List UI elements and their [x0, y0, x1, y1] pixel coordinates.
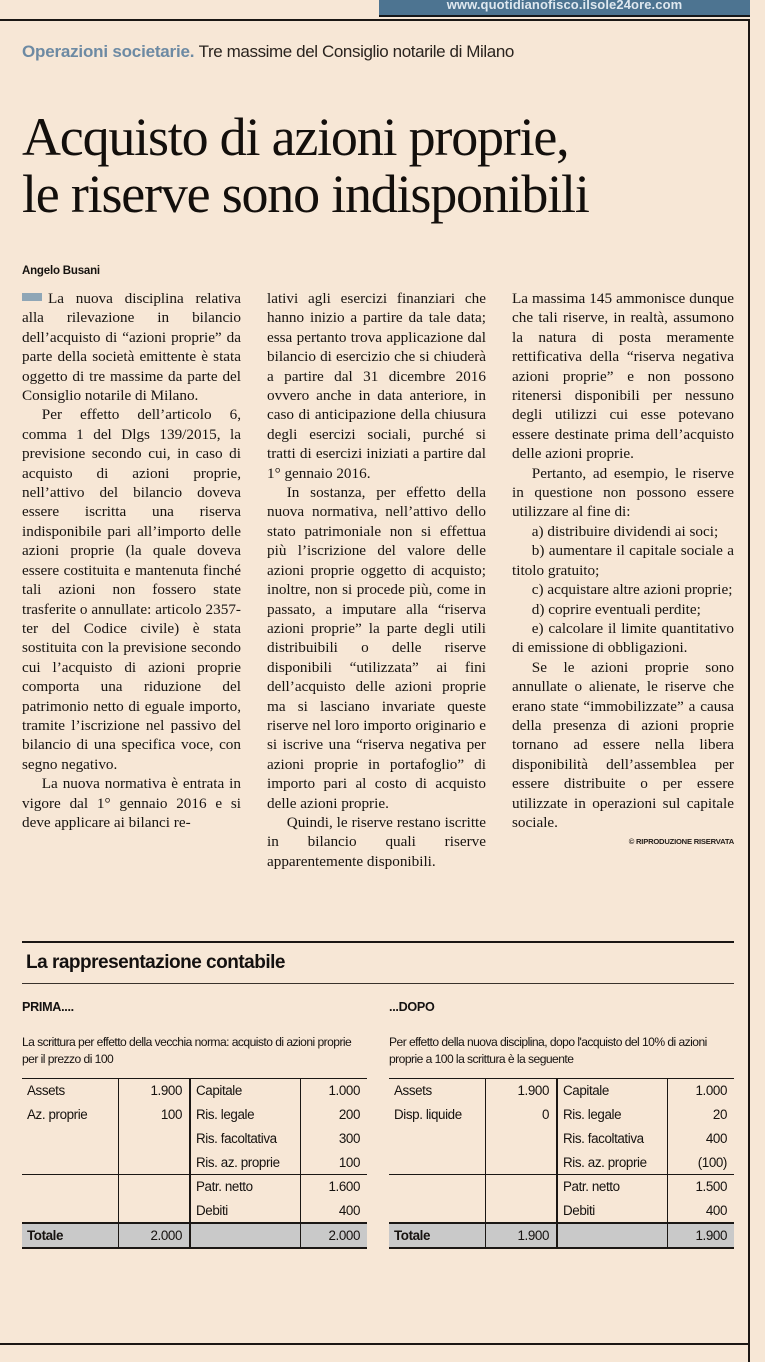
- cell-asset-value: 1.900: [485, 1079, 557, 1103]
- cell-asset-label: [22, 1175, 118, 1199]
- cell-liability-value: 100: [338, 1154, 360, 1170]
- cell-liability-label: Ris. az. proprie: [190, 1151, 300, 1175]
- cell-total-spacer: [190, 1223, 300, 1248]
- cell-liability-label: Patr. netto: [190, 1175, 300, 1199]
- table-row: [22, 1175, 367, 1199]
- table-row-total: [22, 1223, 367, 1248]
- cell-asset-label: [389, 1151, 485, 1175]
- pane-prima: [22, 1000, 367, 1249]
- cell-asset-value: [118, 1127, 190, 1151]
- cell-asset-value: [118, 1151, 190, 1175]
- cell-liability-value: (100): [697, 1154, 727, 1170]
- article-body: [22, 289, 734, 939]
- cell-asset-label: Az. proprie: [22, 1103, 118, 1127]
- page-right-margin: [752, 0, 765, 1362]
- paragraph: Se le azioni proprie sono annullate o alienate, le riserve che erano state “immobilizzate” a causa della presenza di azioni proprie tornano ad essere nella libera disponibilità dell’assemblea per essere distribuite o per essere utilizzate in operazioni sul capitale sociale.: [512, 658, 734, 831]
- cell-liability-label: Ris. facoltativa: [557, 1127, 667, 1151]
- page-title: [22, 109, 732, 223]
- headline-line-2: le riserve sono indisponibili: [22, 164, 589, 225]
- cell-liability-value: 200: [338, 1107, 360, 1122]
- cell-asset-label: Assets: [22, 1079, 118, 1103]
- infobox-title: La rappresentazione contabile: [26, 952, 285, 973]
- cell-asset-value: [485, 1151, 557, 1175]
- table-row: [22, 1103, 367, 1127]
- table-row: [389, 1127, 734, 1151]
- cell-liability-value: 1.000: [300, 1079, 367, 1103]
- cell-asset-label: [22, 1127, 118, 1151]
- cell-liability-label: Patr. netto: [557, 1175, 667, 1199]
- article-page: [0, 19, 750, 1362]
- paragraph: In sostanza, per effetto della nuova normativa, nell’attivo dello stato patrimoniale non si effettua più l’iscrizione del valore delle azioni proprie oggetto di acquisto; inoltre, non si procede più, come in passato, a imputare alla “riserva azioni proprie” la parte degli utili distribuibili o delle riserve disponibili “utilizzata” ai fini dell’acquisto delle azioni proprie ma si lasciano invariate queste riserve nel loro importo originario e si iscrive una “riserva negativa per azioni proprie in portafoglio” di importo pari al costo di acquisto delle azioni proprie.: [267, 484, 486, 812]
- cell-asset-value: [118, 1175, 190, 1199]
- cell-asset-label: [22, 1151, 118, 1175]
- list-item: d) coprire eventuali perdite;: [531, 600, 701, 618]
- table-row: [22, 1127, 367, 1151]
- cell-liability-label: Ris. legale: [557, 1103, 667, 1127]
- pane-dopo-description: Per effetto della nuova disciplina, dopo l'acquisto del 10% di azioni proprie a 100 la scrittura è la seguente: [389, 1035, 707, 1066]
- table-row: [22, 1079, 367, 1103]
- cell-liability-value: 1.500: [667, 1175, 734, 1199]
- pane-prima-heading: PRIMA....: [22, 1000, 74, 1014]
- cell-asset-label: [389, 1127, 485, 1151]
- headline-line-1: Acquisto di azioni proprie,: [22, 107, 569, 168]
- table-row: [22, 1151, 367, 1175]
- lead-marker-icon: [22, 293, 42, 301]
- cell-liability-label: Ris. facoltativa: [190, 1127, 300, 1151]
- cell-liability-value: 400: [705, 1131, 727, 1146]
- pane-prima-description: La scrittura per effetto della vecchia norma: acquisto di azioni proprie per il prezzo di 100: [22, 1035, 352, 1066]
- pane-dopo: [389, 1000, 734, 1249]
- table-row: [389, 1103, 734, 1127]
- paragraph: La nuova normativa è entrata in vigore dal 1° gennaio 2016 e si deve applicare ai bilanci re-: [22, 775, 241, 831]
- table-row: [22, 1199, 367, 1223]
- cell-asset-value: [118, 1199, 190, 1223]
- cell-asset-value: [485, 1175, 557, 1199]
- kicker: [22, 41, 722, 62]
- table-row: [389, 1199, 734, 1223]
- cell-liability-label: Ris. legale: [190, 1103, 300, 1127]
- article-column-3: [512, 289, 734, 939]
- list-item: c) acquistare altre azioni proprie;: [531, 581, 733, 599]
- cell-asset-label: Disp. liquide: [389, 1103, 485, 1127]
- cell-liability-value: 400: [705, 1202, 727, 1218]
- cell-liability-value: 300: [338, 1131, 360, 1146]
- table-row: [389, 1079, 734, 1103]
- cell-asset-label: Assets: [389, 1079, 485, 1103]
- cell-total-liabilities: 2.000: [300, 1223, 367, 1248]
- cell-liability-value: 20: [712, 1107, 727, 1122]
- cell-total-spacer: [557, 1223, 667, 1248]
- kicker-subtitle: Tre massime del Consiglio notarile di Milano: [198, 42, 514, 61]
- article-column-2: [267, 289, 486, 939]
- cell-asset-label: [22, 1199, 118, 1223]
- page-bottom-rule: [0, 1343, 750, 1345]
- cell-liability-label: Ris. az. proprie: [557, 1151, 667, 1175]
- cell-liability-value: 1.000: [667, 1079, 734, 1103]
- copyright-notice: © RIPRODUZIONE RISERVATA: [628, 837, 734, 847]
- cell-asset-label: [389, 1199, 485, 1223]
- cell-asset-value: 100: [118, 1103, 190, 1127]
- cell-total-label: Totale: [389, 1223, 485, 1248]
- pane-dopo-heading: ...DOPO: [389, 1000, 435, 1014]
- cell-liability-value: 400: [338, 1202, 360, 1218]
- paragraph-text: La nuova disciplina relativa alla rilevazione in bilancio dell’acquisto di “azioni proprie” da parte della società emittente è stata oggetto di tre massime da parte del Consiglio notarile di Milano.: [22, 290, 241, 405]
- cell-liability-label: Debiti: [190, 1199, 300, 1223]
- paragraph: Pertanto, ad esempio, le riserve in questione non possono essere utilizzare al fine di:: [512, 464, 734, 521]
- table-row-total: [389, 1223, 734, 1248]
- cell-liability-label: Debiti: [557, 1199, 667, 1223]
- cell-asset-value: [485, 1127, 557, 1151]
- cell-liability-label: Capitale: [190, 1079, 300, 1103]
- balance-table-dopo: [389, 1078, 734, 1249]
- kicker-category: Operazioni societarie.: [22, 42, 195, 61]
- cell-asset-label: [389, 1175, 485, 1199]
- table-row: [389, 1175, 734, 1199]
- cell-asset-value: [485, 1199, 557, 1223]
- site-url-banner: [0, 0, 765, 19]
- balance-table-prima: [22, 1078, 367, 1249]
- list-item: e) calcolare il limite quantitativo di emissione di obbligazioni.: [512, 619, 734, 657]
- list-item: a) distribuire dividendi ai soci;: [531, 522, 719, 540]
- divider: [22, 983, 734, 984]
- cell-total-assets: 1.900: [485, 1223, 557, 1248]
- cell-liability-value: 1.600: [300, 1175, 367, 1199]
- author-byline: Angelo Busani: [22, 265, 100, 277]
- paragraph: [22, 289, 241, 405]
- infobox: [22, 941, 734, 1243]
- site-url-text: www.quotidianofisco.ilsole24ore.com: [446, 0, 683, 12]
- paragraph: Quindi, le riserve restano iscritte in bilancio quali riserve apparentemente disponibili.: [267, 813, 486, 870]
- paragraph: lativi agli esercizi finanziari che hanno inizio a partire da tale data; essa pertanto trova applicazione dal bilancio di esercizio che si chiuderà a partire dal 31 dicembre 2016 ovvero anche in data anteriore, in caso di anticipazione della chiusura degli esercizi sociali, purché si tratti di esercizi iniziati a partire dal 1° gennaio 2016.: [267, 290, 486, 482]
- cell-asset-value: 0: [485, 1103, 557, 1127]
- paragraph: La massima 145 ammonisce dunque che tali riserve, in realtà, assumono la natura di posta meramente rettificativa della “riserva negativa azioni proprie” e non possono ritenersi disponibili per nessuno degli utilizzi cui esse potevano essere destinate prima dell’acquisto delle azioni proprie.: [512, 290, 734, 463]
- list-item: b) aumentare il capitale sociale a titolo gratuito;: [512, 542, 734, 579]
- table-row: [389, 1151, 734, 1175]
- cell-total-label: Totale: [22, 1223, 118, 1248]
- cell-liability-label: Capitale: [557, 1079, 667, 1103]
- cell-total-assets: 2.000: [118, 1223, 190, 1248]
- paragraph: Per effetto dell’articolo 6, comma 1 del Dlgs 139/2015, la previsione secondo cui, in caso di acquisto di azioni proprie, nell’attivo del bilancio doveva essere iscritta una riserva indisponibile pari all’importo delle azioni proprie (la quale doveva essere costituita e mantenuta finché tali azioni non fossero state trasferite o annullate: articolo 2357-ter del Codice civile) è stata sostituita con la previsione secondo cui l’acquisto di azioni proprie comporta una riduzione del patrimonio netto di eguale importo, tramite l’iscrizione nel passivo del bilancio di una specifica voce, con segno negativo.: [22, 406, 241, 773]
- article-column-1: [22, 289, 241, 939]
- cell-total-liabilities: 1.900: [667, 1223, 734, 1248]
- cell-asset-value: 1.900: [118, 1079, 190, 1103]
